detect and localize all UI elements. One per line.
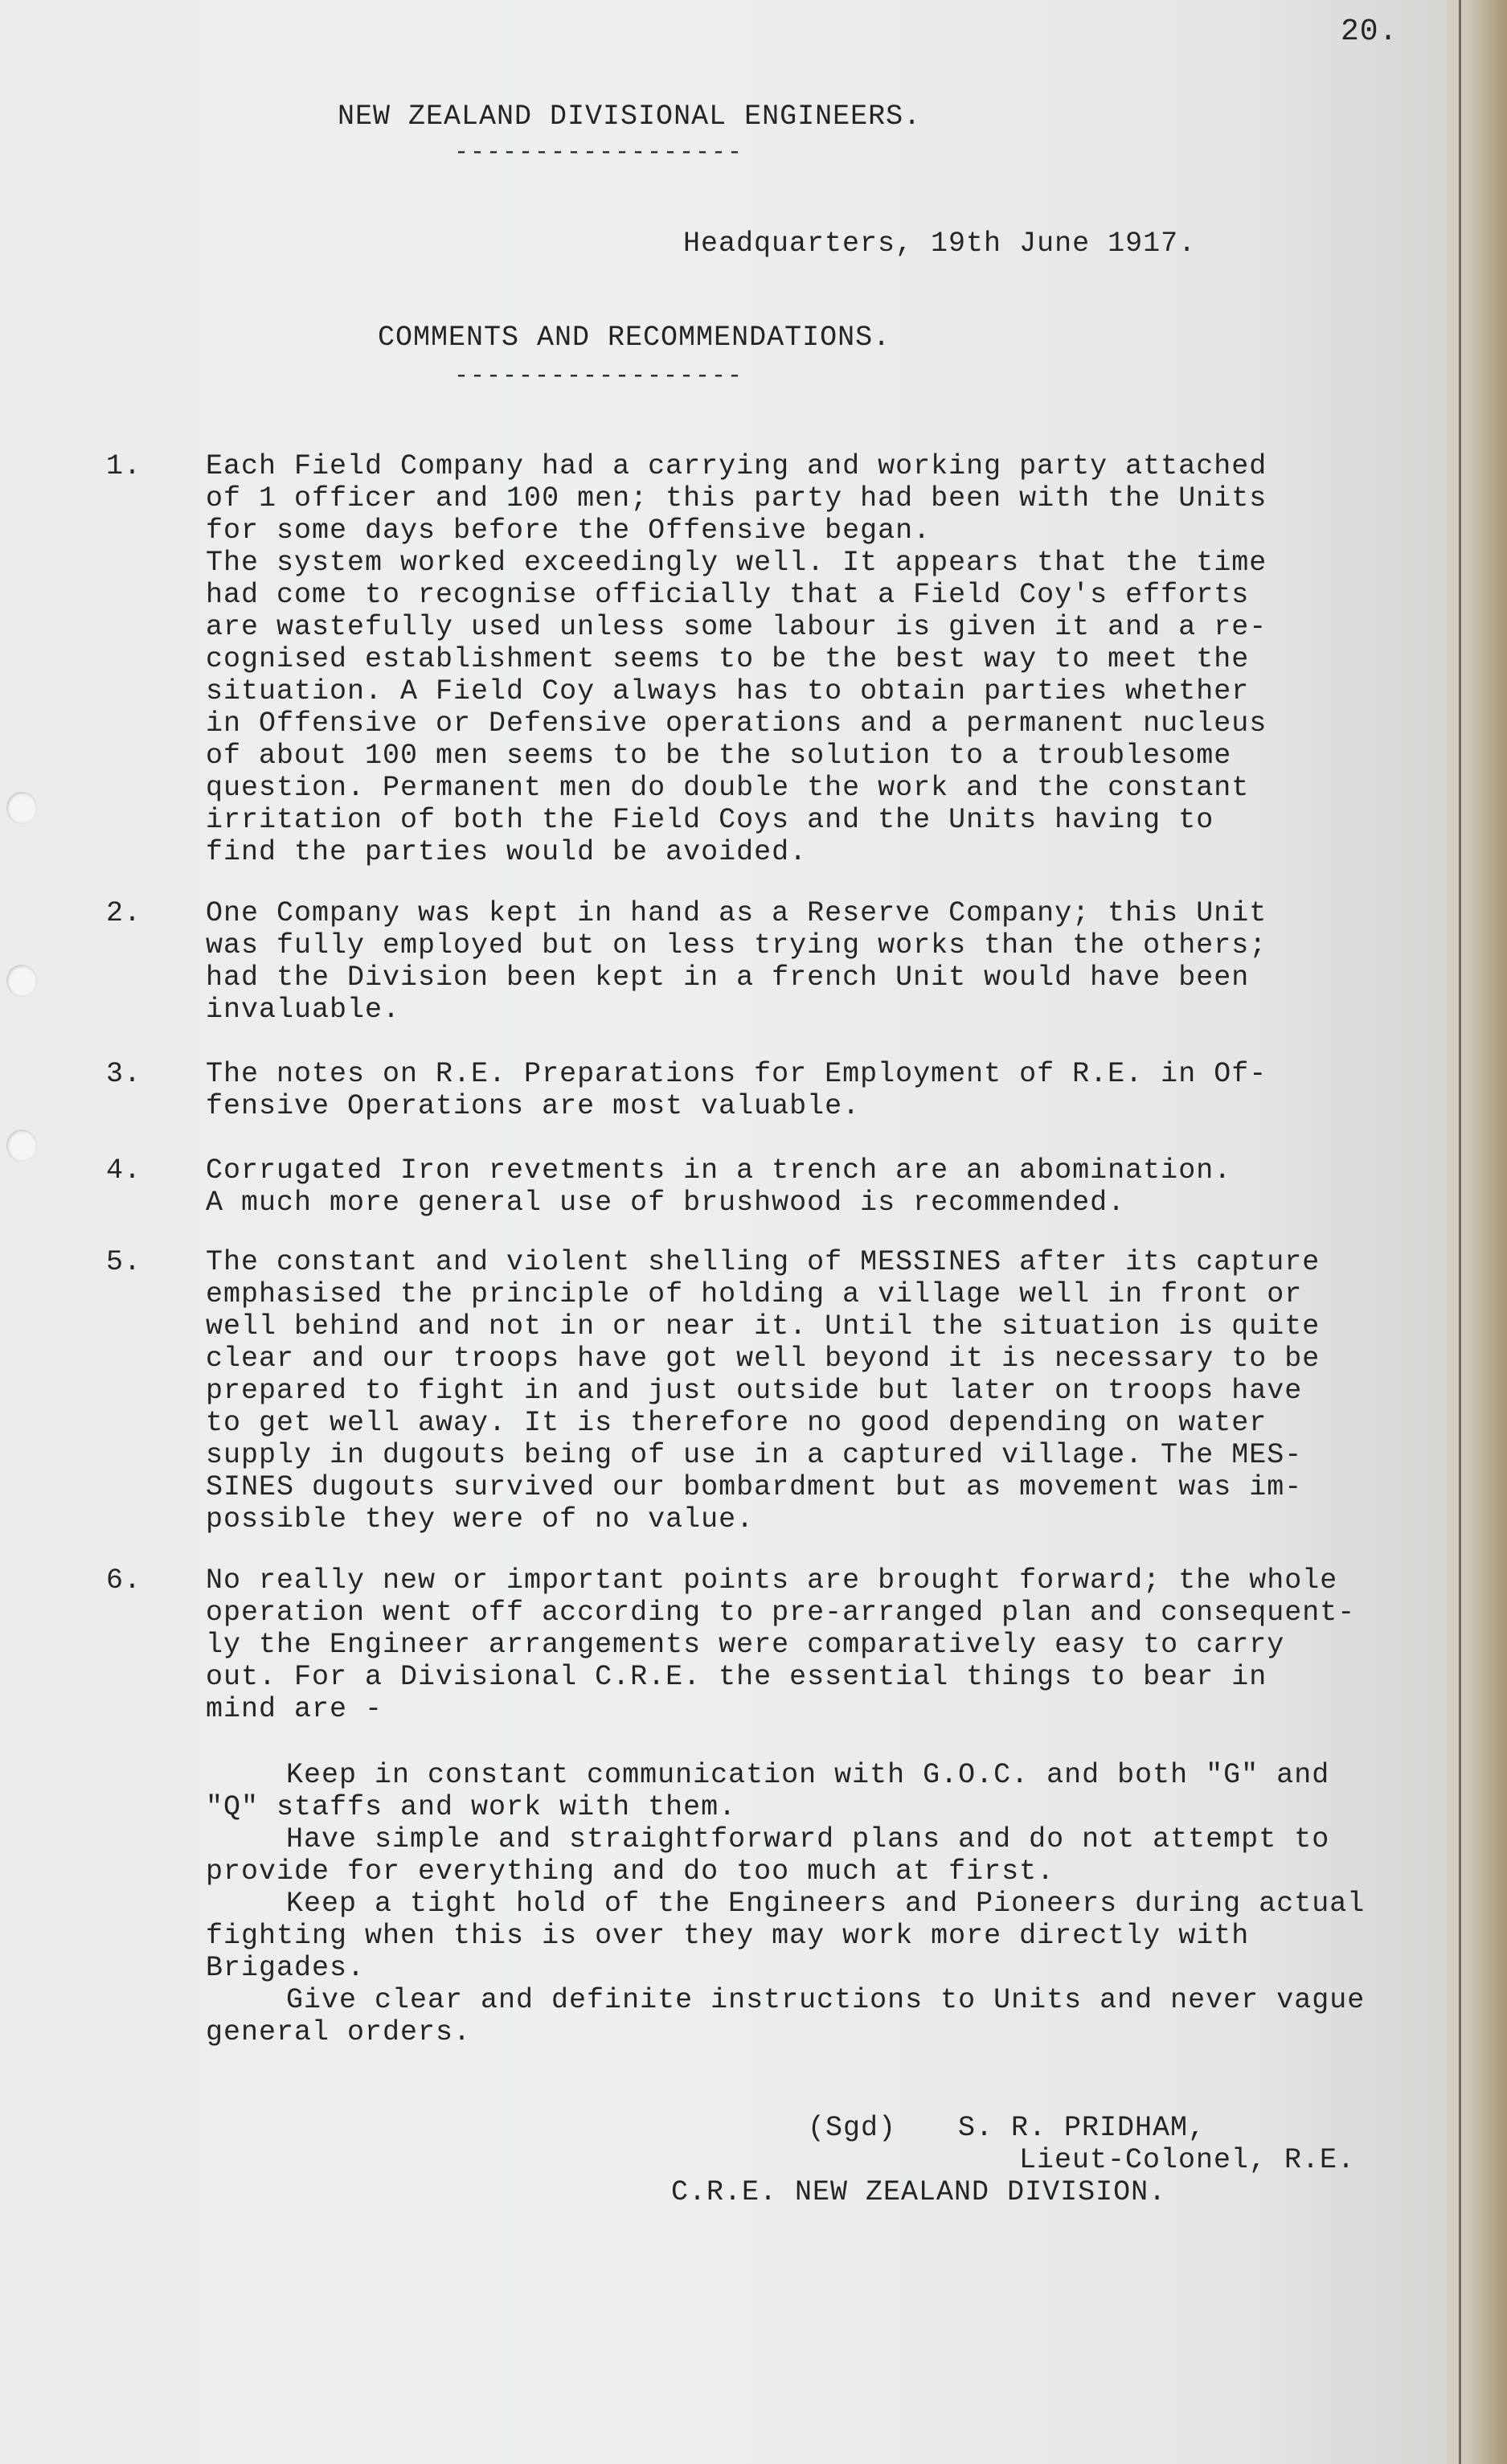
paragraph-line: The notes on R.E. Preparations for Employment of R.E. in Of- (206, 1058, 1267, 1090)
paragraph-line: had come to recognise officially that a Field Coy's efforts (206, 579, 1250, 611)
paragraph-line: supply in dugouts being of use in a captured village. The MES- (206, 1439, 1303, 1471)
recommendation-line: general orders. (206, 2016, 472, 2048)
punch-hole (6, 1130, 37, 1162)
paragraph-line: question. Permanent men do double the work and the constant (206, 772, 1250, 804)
paragraph-number: 6. (106, 1564, 142, 1597)
paragraph-line: Each Field Company had a carrying and working party attached (206, 450, 1267, 482)
paragraph-line: No really new or important points are brought forward; the whole (206, 1564, 1338, 1597)
paragraph-line: operation went off according to pre-arranged plan and consequent- (206, 1597, 1356, 1629)
recommendation-line: Brigades. (206, 1952, 366, 1984)
paragraph-number: 3. (106, 1058, 142, 1090)
signatory-rank: Lieut-Colonel, R.E. (1019, 2144, 1356, 2176)
document-heading: NEW ZEALAND DIVISIONAL ENGINEERS. (338, 100, 922, 133)
punch-hole (6, 965, 37, 997)
paragraph-line: possible they were of no value. (206, 1503, 755, 1535)
paragraph-line: The constant and violent shelling of MESSINES after its capture (206, 1246, 1321, 1278)
paragraph-line: for some days before the Offensive began. (206, 515, 932, 547)
paragraph-line: had the Division been kept in a french Unit would have been (206, 961, 1250, 994)
paragraph-number: 2. (106, 897, 142, 929)
paragraph-number: 1. (106, 450, 142, 482)
date-line: Headquarters, 19th June 1917. (683, 228, 1197, 260)
paragraph-number: 4. (106, 1154, 142, 1187)
paragraph-line: clear and our troops have got well beyond it is necessary to be (206, 1343, 1321, 1375)
recommendation-line: Keep in constant communication with G.O.C. and both "G" and (286, 1759, 1330, 1791)
paragraph-line: well behind and not in or near it. Until the situation is quite (206, 1310, 1321, 1343)
signatory-office: C.R.E. NEW ZEALAND DIVISION. (671, 2176, 1167, 2208)
paragraph-line: of about 100 men seems to be the solution to a troublesome (206, 740, 1232, 772)
recommendation-line: Keep a tight hold of the Engineers and Pioneers during actual (286, 1888, 1366, 1920)
paragraph-line: out. For a Divisional C.R.E. the essential things to bear in (206, 1661, 1267, 1693)
paragraph-line: situation. A Field Coy always has to obtain parties whether (206, 675, 1250, 707)
paragraph-line: of 1 officer and 100 men; this party had been with the Units (206, 482, 1267, 515)
paragraph-line: irritation of both the Field Coys and the Units having to (206, 804, 1214, 836)
paragraph-line: find the parties would be avoided. (206, 836, 808, 868)
recommendation-line: "Q" staffs and work with them. (206, 1791, 737, 1823)
section-subheading: COMMENTS AND RECOMMENDATIONS. (378, 322, 891, 354)
page-number: 20. (1341, 14, 1398, 49)
signatory-name: S. R. PRIDHAM, (958, 2112, 1206, 2144)
recommendation-line: Give clear and definite instructions to Units and never vague (286, 1984, 1366, 2016)
recommendation-line: Have simple and straightforward plans and do not attempt to (286, 1823, 1330, 1855)
paragraph-line: ly the Engineer arrangements were comparatively easy to carry (206, 1629, 1285, 1661)
punch-hole (6, 792, 37, 824)
paragraph-line: fensive Operations are most valuable. (206, 1090, 861, 1122)
paragraph-line: A much more general use of brushwood is recommended. (206, 1187, 1126, 1219)
recommendation-line: provide for everything and do too much at first. (206, 1855, 1055, 1888)
heading-underline: ------------------ (454, 139, 744, 166)
paragraph-line: Corrugated Iron revetments in a trench are an abomination. (206, 1154, 1232, 1187)
paragraph-line: prepared to fight in and just outside but later on troops have (206, 1375, 1303, 1407)
recommendation-line: fighting when this is over they may work more directly with (206, 1920, 1250, 1952)
paragraph-number: 5. (106, 1246, 142, 1278)
paragraph-line: One Company was kept in hand as a Reserve Company; this Unit (206, 897, 1267, 929)
paragraph-line: emphasised the principle of holding a village well in front or (206, 1278, 1303, 1310)
paragraph-line: invaluable. (206, 994, 401, 1026)
paragraph-line: in Offensive or Defensive operations and a permanent nucleus (206, 707, 1267, 740)
paragraph-line: to get well away. It is therefore no good depending on water (206, 1407, 1267, 1439)
subheading-underline: ------------------ (454, 363, 744, 390)
paragraph-line: cognised establishment seems to be the best way to meet the (206, 643, 1250, 675)
paragraph-line: are wastefully used unless some labour is given it and a re- (206, 611, 1267, 643)
paragraph-line: was fully employed but on less trying works than the others; (206, 929, 1267, 961)
paragraph-line: mind are - (206, 1693, 383, 1725)
paragraph-line: The system worked exceedingly well. It appears that the time (206, 547, 1267, 579)
signed-marker: (Sgd) (808, 2112, 897, 2144)
paragraph-line: SINES dugouts survived our bombardment but as movement was im- (206, 1471, 1303, 1503)
